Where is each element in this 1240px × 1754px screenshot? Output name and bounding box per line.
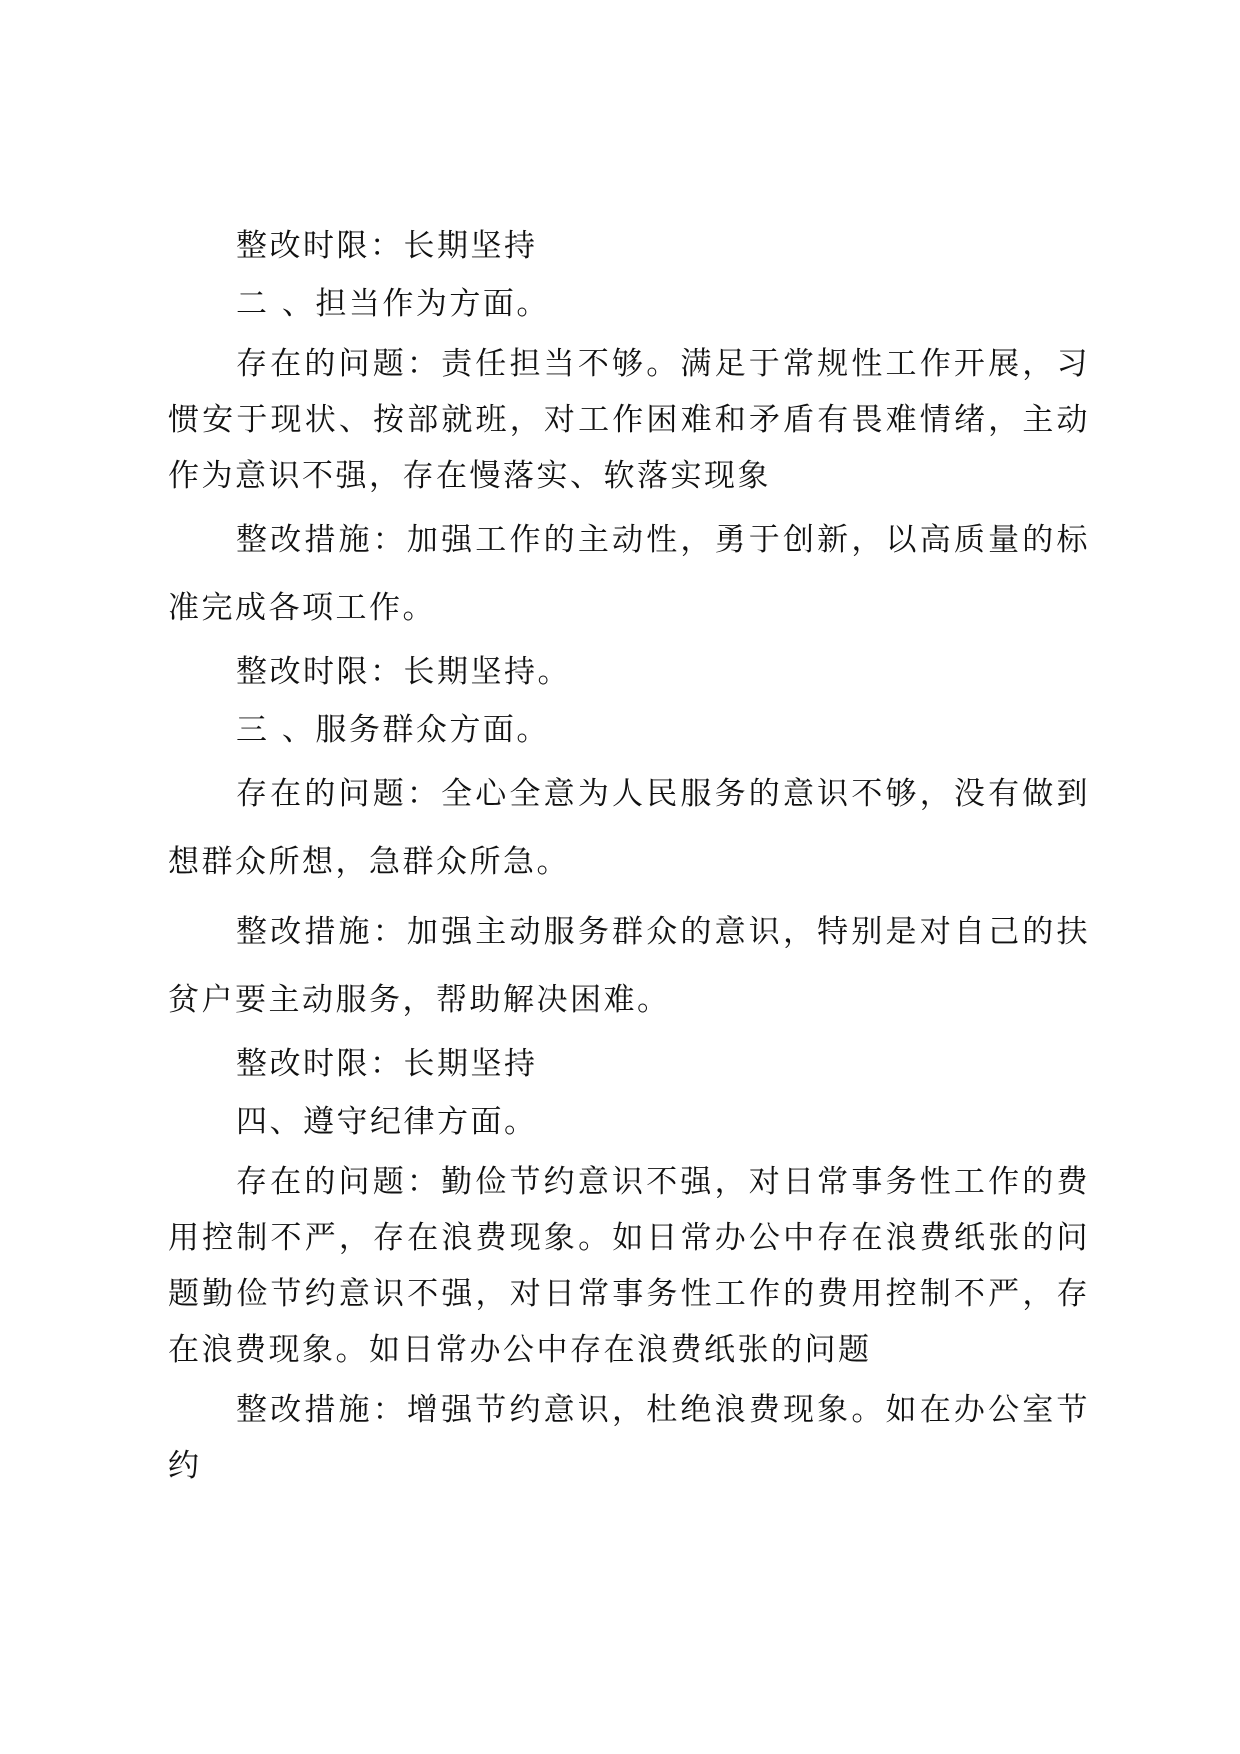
section-heading-discipline: 四、遵守纪律方面。 (236, 1104, 538, 1140)
paragraph-measure-serving-public: 整改措施：加强主动服务群众的意识，特别是对自己的扶贫户要主动服务，帮助解决困难。 (168, 914, 1090, 1018)
paragraph-problem-discipline: 存在的问题：勤俭节约意识不强，对日常事务性工作的费用控制不严，存在浪费现象。如日常办公中存在浪费纸张的问题勤俭节约意识不强，对日常事务性工作的费用控制不严，存在浪费现象。如日常办公中存在浪费纸张的问题 (168, 1164, 1090, 1368)
document-body (168, 218, 1090, 1494)
paragraph-deadline-2: 整改时限：长期坚持。 (236, 654, 571, 690)
section-heading-serving-public: 三 、服务群众方面。 (236, 712, 550, 748)
paragraph-problem-serving-public: 存在的问题：全心全意为人民服务的意识不够，没有做到想群众所想，急群众所急。 (168, 776, 1090, 880)
section-heading-responsibility: 二 、担当作为方面。 (236, 286, 550, 322)
paragraph-problem-responsibility: 存在的问题：责任担当不够。满足于常规性工作开展，习惯安于现状、按部就班，对工作困难和矛盾有畏难情绪，主动作为意识不强，存在慢落实、软落实现象 (168, 346, 1090, 494)
paragraph-measure-responsibility: 整改措施：加强工作的主动性，勇于创新，以高质量的标准完成各项工作。 (168, 522, 1090, 626)
paragraph-measure-discipline: 整改措施：增强节约意识，杜绝浪费现象。如在办公室节约 (168, 1392, 1090, 1484)
paragraph-deadline-1: 整改时限：长期坚持 (236, 228, 538, 264)
paragraph-deadline-3: 整改时限：长期坚持 (236, 1046, 538, 1082)
